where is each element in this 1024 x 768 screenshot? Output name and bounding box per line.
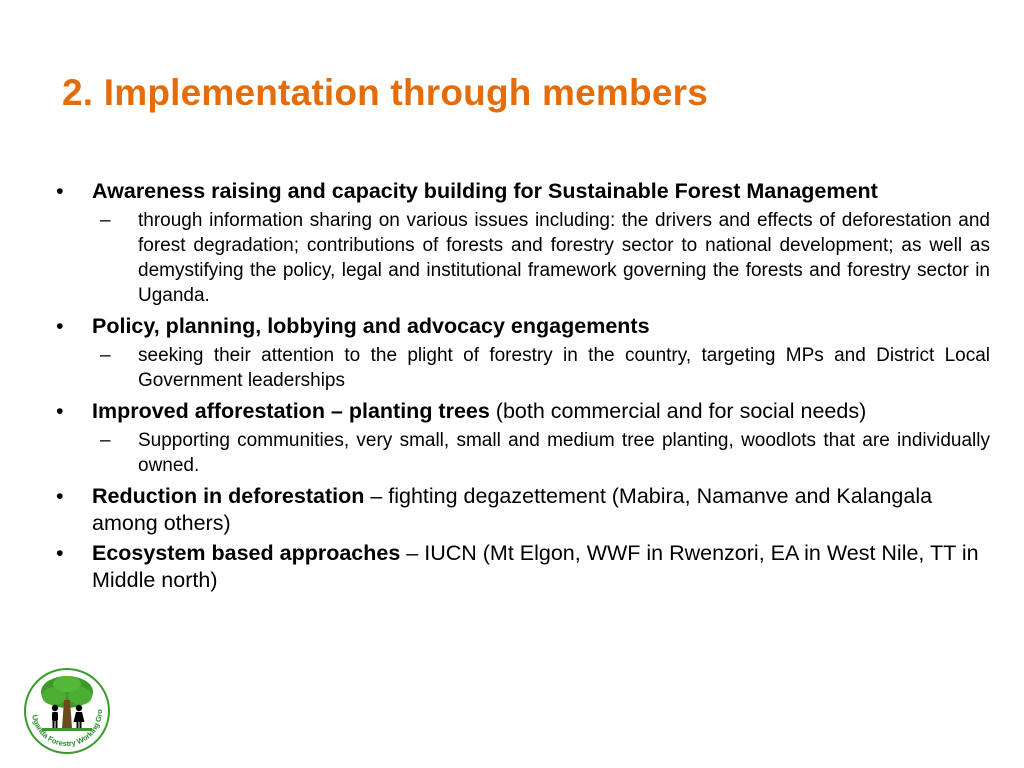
sub-bullet-dash: – [100, 430, 111, 451]
bullet-item [56, 313, 990, 340]
sub-bullet-text: through information sharing on various issues including: the drivers and effects of deforestation and forest degradation; contributions of forests and forestry sector to national development; as well as demystifying the policy, legal and institutional framework governing the forests and forestry sector in Uganda. [138, 210, 990, 306]
logo-arc-text: Uganda Forestry Working Gro [30, 709, 105, 749]
bullet-dot: • [56, 179, 64, 203]
bullet-lead: Policy, planning, lobbying and advocacy engagements [92, 314, 650, 338]
bullet-list [56, 178, 990, 597]
bullet-rest: (both commercial and for social needs) [489, 399, 867, 423]
bullet-lead: Awareness raising and capacity building for Sustainable Forest Management [92, 179, 878, 203]
bullet-dot: • [56, 314, 64, 338]
bullet-lead: Improved afforestation – planting trees [92, 399, 490, 423]
sub-bullet-item [56, 208, 990, 308]
bullet-lead: Ecosystem based approaches [92, 541, 401, 565]
sub-bullet-text: Supporting communities, very small, small and medium tree planting, woodlots that are individually owned. [138, 430, 990, 476]
sub-bullet-dash: – [100, 210, 111, 231]
bullet-dot: • [56, 541, 64, 565]
sub-bullet-text: seeking their attention to the plight of forestry in the country, targeting MPs and District Local Government leaderships [138, 345, 990, 391]
bullet-item [56, 178, 990, 205]
bullet-item [56, 398, 990, 425]
bullet-item [56, 483, 990, 537]
bullet-rest: – IUCN (Mt Elgon, WWF in Rwenzori, EA in West Nile, TT in Middle north) [92, 541, 979, 592]
bullet-lead: Reduction in deforestation [92, 484, 365, 508]
tree-people-icon [22, 666, 112, 756]
bullet-item [56, 540, 990, 594]
bullet-dot: • [56, 399, 64, 423]
sub-bullet-item [56, 428, 990, 478]
bullet-dot: • [56, 484, 64, 508]
slide-title: 2. Implementation through members [62, 72, 708, 113]
sub-bullet-dash: – [100, 345, 111, 366]
uganda-forestry-working-group-logo [22, 666, 112, 756]
sub-bullet-item [56, 343, 990, 393]
bullet-rest: – fighting degazettement (Mabira, Namanve and Kalangala among others) [92, 484, 933, 535]
